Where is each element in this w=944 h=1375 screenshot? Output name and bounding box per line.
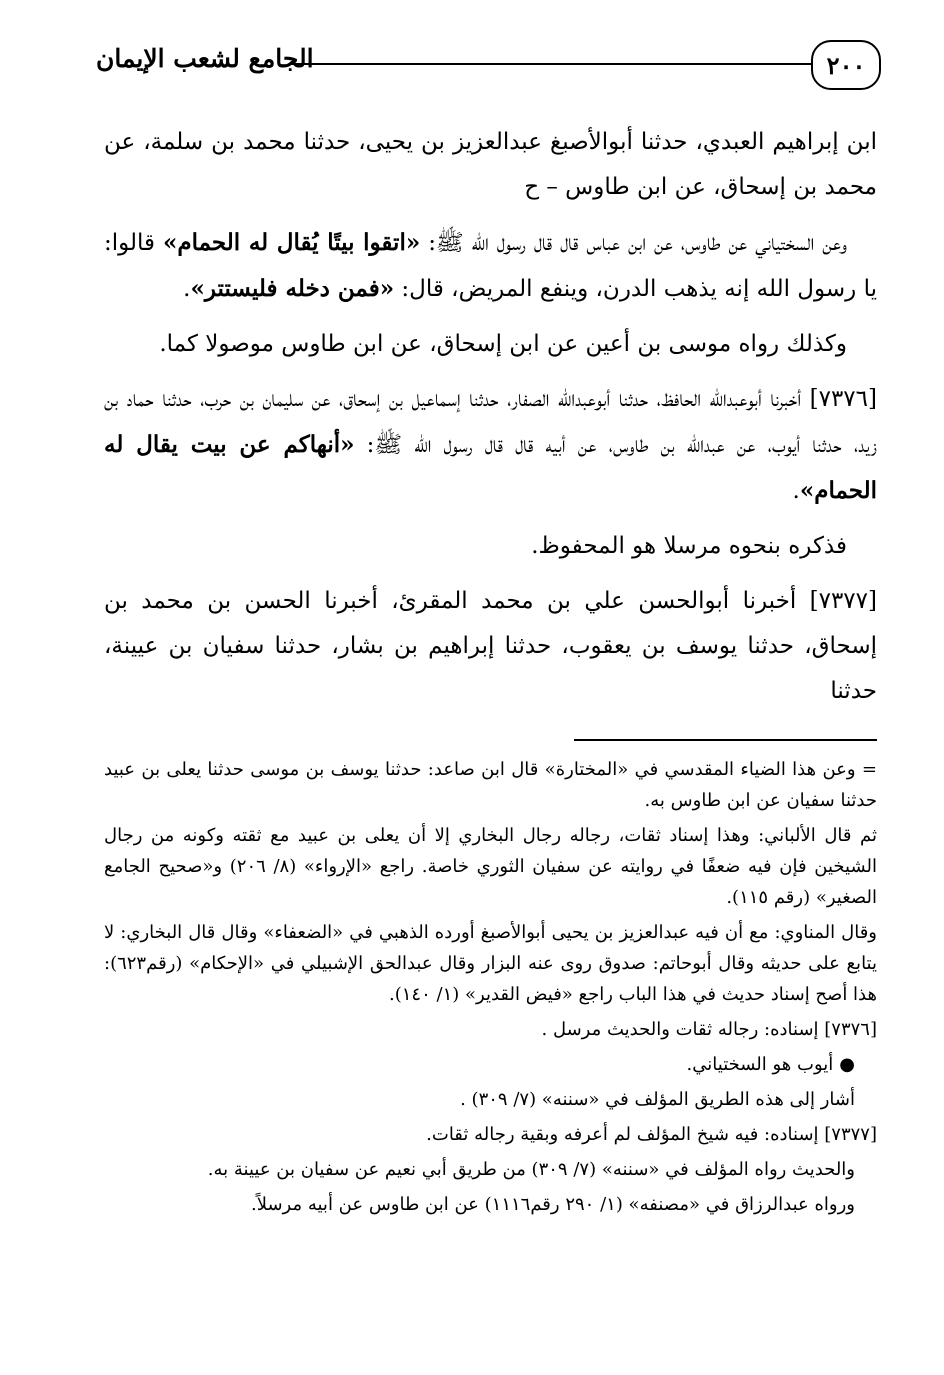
paragraph-4 — [104, 377, 877, 514]
paragraph-4-end: . — [792, 478, 800, 504]
paragraph-3: وكذلك رواه موسى بن أعين عن ابن إسحاق، عن ابن طاوس موصولا كما. — [159, 331, 847, 357]
page-header — [96, 40, 881, 90]
header-rule — [291, 63, 813, 65]
hadith-quote-3: «أنهاكم عن بيت يقال له الحمام» — [104, 431, 877, 504]
footnote-7: [٧٣٧٧] إسناده: فيه شيخ المؤلف لم أعرفه وبقية رجاله ثقات. — [426, 1124, 877, 1145]
bullet-icon: ● — [839, 1054, 855, 1075]
footnote-9: ورواه عبدالرزاق في «مصنفه» (١/ ٢٩٠ رقم١١١٦) عن ابن طاوس عن أبيه مرسلاً. — [251, 1194, 855, 1215]
paragraph-2 — [104, 220, 877, 312]
footnotes — [104, 754, 877, 1224]
footnote-8: والحديث رواه المؤلف في «سننه» (٧/ ٣٠٩) من طريق أبي نعيم عن سفيان بن عيينة به. — [207, 1159, 855, 1180]
footnote-separator — [574, 739, 877, 741]
paragraph-2-mid: قالوا: يا رسول الله إنه يذهب الدرن، وينفع المريض، قال: — [104, 230, 877, 302]
paragraph-6: [٧٣٧٧] أخبرنا أبوالحسن علي بن محمد المقرئ، أخبرنا الحسن بن محمد بن إسحاق، حدثنا يوسف بن يعقوب، حدثنا إبراهيم بن بشار، حدثنا سفيان بن عيينة، حدثنا — [104, 588, 877, 704]
footnote-5-text: أيوب هو السختياني. — [686, 1054, 834, 1075]
book-title: الجامع لشعب الإيمان — [96, 44, 314, 73]
hadith-quote-1: «اتقوا بيتًا يُقال له الحمام» — [163, 229, 421, 256]
paragraph-5: فذكره بنحوه مرسلا هو المحفوظ. — [531, 533, 847, 559]
page-number-text: ٢٠٠ — [826, 50, 866, 80]
paragraph-2-start: وعن السختياني عن طاوس، عن ابن عباس قال قال رسول الله ﷺ: — [420, 230, 848, 256]
footnote-2: ثم قال الألباني: وهذا إسناد ثقات، رجاله رجال البخاري إلا أن يعلى بن عبيد مع ثقته وكونه من رجال الشيخين فإن فيه ضعفًا في روايته عن سفيان الثوري خاصة. راجع «الإرواء» (٨/ ٢٠٦) و«صحيح الجامع الصغير» (رقم ١١٥). — [104, 825, 877, 908]
footnote-4: [٧٣٧٦] إسناده: رجاله ثقات والحديث مرسل . — [541, 1019, 877, 1040]
paragraph-2-end: . — [183, 276, 191, 302]
hadith-quote-2: «فمن دخله فليستتر» — [190, 275, 395, 302]
footnote-1: = وعن هذا الضياء المقدسي في «المختارة» قال ابن صاعد: حدثنا يوسف بن موسى حدثنا يعلى بن عبيد حدثنا سفيان عن ابن طاوس به. — [104, 759, 877, 811]
footnote-3: وقال المناوي: مع أن فيه عبدالعزيز بن يحيى أبوالأصبغ أورده الذهبي في «الضعفاء» وقال قال البخاري: لا يتابع على حديثه وقال أبوحاتم: صدوق روى عنه البزار وقال عبدالحق الإشبيلي في «الإحكام» (رقم٦٢٣): هذا أصح إسناد حديث في هذا الباب راجع «فيض القدير» (١/ ١٤٠). — [104, 922, 877, 1005]
paragraph-4-start: [٧٣٧٦] أخبرنا أبوعبدالله الحافظ، حدثنا أبوعبدالله الصفار، حدثنا إسماعيل بن إسحاق، عن سليمان بن حرب، حدثنا حماد بن زيد، حدثنا أيوب، عن عبدالله بن طاوس، عن أبيه قال قال رسول الله ﷺ: — [104, 386, 877, 458]
footnote-5 — [104, 1049, 877, 1080]
main-text — [104, 120, 877, 724]
page-number — [811, 40, 881, 90]
footnote-6: أشار إلى هذه الطريق المؤلف في «سننه» (٧/ ٣٠٩) . — [460, 1089, 855, 1110]
paragraph-1: ابن إبراهيم العبدي، حدثنا أبوالأصبغ عبدالعزيز بن يحيى، حدثنا محمد بن سلمة، عن محمد بن إسحاق، عن ابن طاوس – ح — [104, 129, 877, 200]
